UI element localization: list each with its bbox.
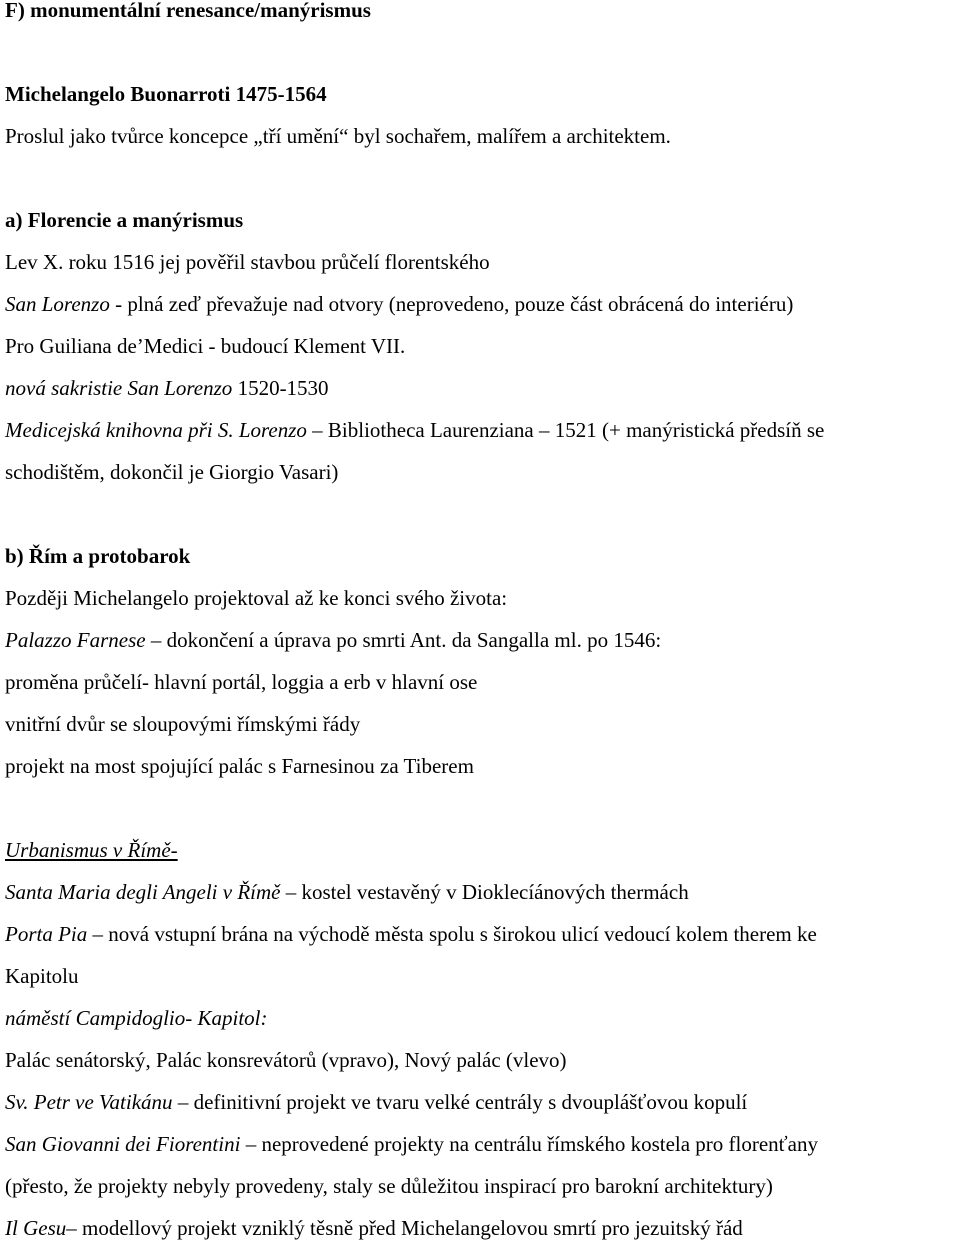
- intro-text: Proslul jako tvůrce koncepce „tří umění“ byl sochařem, malířem a architektem.: [5, 124, 671, 148]
- santa-maria-term: Santa Maria degli Angeli v Římě: [5, 880, 281, 904]
- urbanism-line-2-text: – nová vstupní brána na východě města spolu s širokou ulicí vedoucí kolem therem ke: [87, 922, 817, 946]
- urbanism-line-3: Kapitolu: [5, 964, 79, 988]
- urbanism-line-9-text: – modellový projekt vzniklý těsně před Michelangelovou smrtí pro jezuitský řád: [66, 1216, 743, 1240]
- urbanism-line-8: (přesto, že projekty nebyly provedeny, staly se důležitou inspirací pro barokní architektury): [5, 1174, 773, 1198]
- san-lorenzo-term: San Lorenzo: [5, 292, 110, 316]
- medici-library-term: Medicejská knihovna při S. Lorenzo: [5, 418, 307, 442]
- section-b-line-3: proměna průčelí- hlavní portál, loggia a erb v hlavní ose: [5, 670, 478, 694]
- section-b-title: b) Řím a protobarok: [5, 544, 191, 568]
- urbanism-line-6: [5, 1092, 747, 1113]
- palazzo-farnese-term: Palazzo Farnese: [5, 628, 146, 652]
- urbanism-line-5: Palác senátorský, Palác konsrevátorů (vpravo), Nový palác (vlevo): [5, 1048, 567, 1072]
- il-gesu-term: Il Gesu: [5, 1216, 67, 1240]
- urbanism-line-2: [5, 924, 817, 945]
- section-b-line-5: projekt na most spojující palác s Farnesinou za Tiberem: [5, 754, 474, 778]
- section-a-title: a) Florencie a manýrismus: [5, 208, 244, 232]
- urbanism-line-1-text: – kostel vestavěný v Dioklecíánových thermách: [280, 880, 689, 904]
- section-b-line-1: Později Michelangelo projektoval až ke konci svého života:: [5, 586, 508, 610]
- section-b-line-2: [5, 630, 661, 651]
- urbanism-line-6-text: – definitivní projekt ve tvaru velké centrály s dvouplášťovou kopulí: [172, 1090, 748, 1114]
- section-a-line-5: [5, 420, 824, 441]
- campidoglio-term: náměstí Campidoglio- Kapitol:: [5, 1006, 268, 1030]
- porta-pia-term: Porta Pia: [5, 922, 88, 946]
- artist-heading: Michelangelo Buonarroti 1475-1564: [5, 82, 327, 106]
- section-a-line-3: Pro Guiliana de’Medici - budoucí Klement VII.: [5, 334, 406, 358]
- section-a-line-1: Lev X. roku 1516 jej pověřil stavbou průčelí florentského: [5, 250, 490, 274]
- new-sacristy-term: nová sakristie San Lorenzo: [5, 376, 233, 400]
- section-a-line-2: [5, 294, 793, 315]
- san-giovanni-term: San Giovanni dei Fiorentini: [5, 1132, 241, 1156]
- section-a-line-4: [5, 378, 329, 399]
- urbanism-line-7: [5, 1134, 818, 1155]
- urbanism-line-9: [5, 1218, 743, 1239]
- st-peter-term: Sv. Petr ve Vatikánu: [5, 1090, 173, 1114]
- section-a-line-6: schodištěm, dokončil je Giorgio Vasari): [5, 460, 339, 484]
- section-b-line-4: vnitřní dvůr se sloupovými římskými řády: [5, 712, 361, 736]
- section-a-line-5-text: – Bibliotheca Laurenziana – 1521 (+ manýristická předsíň se: [306, 418, 825, 442]
- section-a-line-2-text: - plná zeď převažuje nad otvory (neprovedeno, pouze část obrácená do interiéru): [109, 292, 794, 316]
- urbanism-line-7-text: – neprovedené projekty na centrálu římského kostela pro florenťany: [240, 1132, 818, 1156]
- heading-f: F) monumentální renesance/manýrismus: [5, 0, 371, 22]
- section-b-line-2-text: – dokončení a úprava po smrti Ant. da Sangalla ml. po 1546:: [145, 628, 662, 652]
- urbanism-title: Urbanismus v Římě-: [5, 838, 178, 862]
- section-a-line-4-text: 1520-1530: [232, 376, 329, 400]
- urbanism-line-1: [5, 882, 689, 903]
